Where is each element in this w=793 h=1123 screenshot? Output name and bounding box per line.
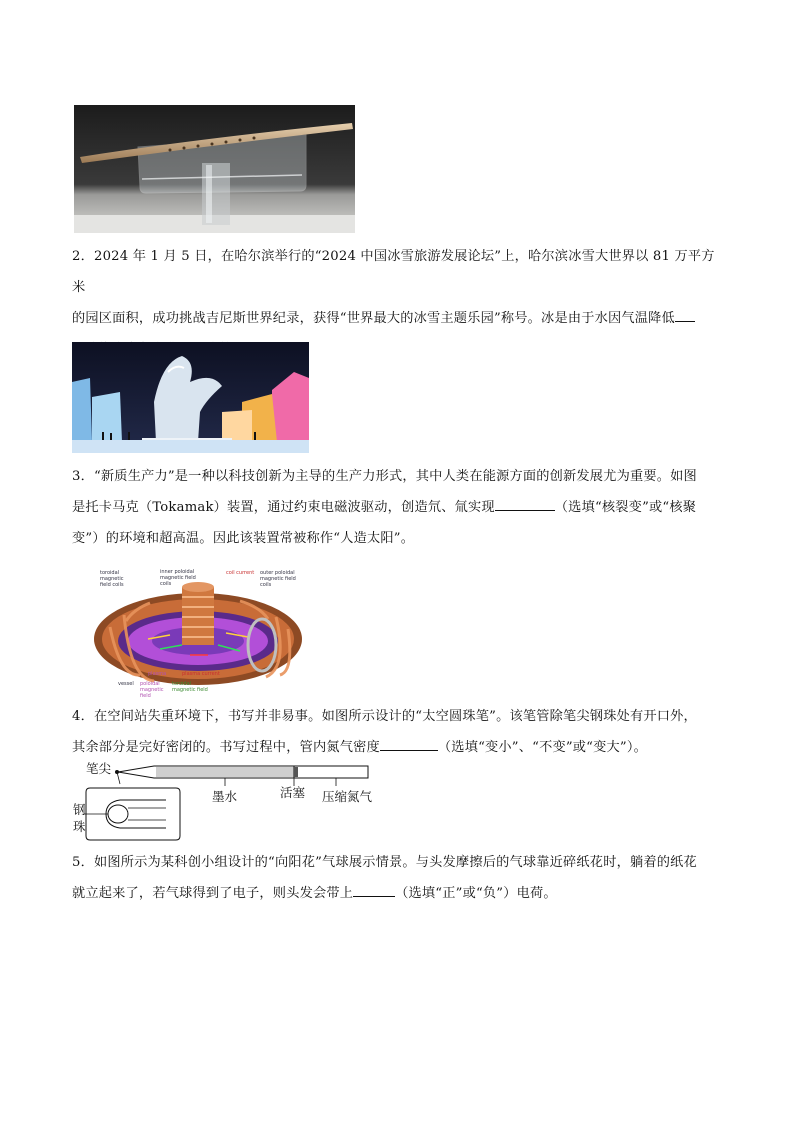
q5-answer-blank[interactable]	[353, 882, 395, 897]
q4-line-1: 4．在空间站失重环境下，书写并非易事。如图所示设计的“太空圆珠笔”。该笔管除笔尖钢珠处有开口外，	[72, 709, 697, 724]
q2-answer-blank[interactable]	[675, 307, 695, 322]
label-ink: 墨水	[212, 789, 238, 804]
q3-line-2: 是托卡马克（Tokamak）装置，通过约束电磁波驱动，创造氘、氚实现 （选填“核裂变”或“核聚	[72, 492, 722, 523]
question-4	[72, 701, 722, 763]
label-inner-poloidal: inner poloidal magnetic field coils	[160, 569, 196, 587]
q5-line-2: 就立起来了，若气球得到了电子，则头发会带上 （选填“正”或“负”）电荷。	[72, 878, 722, 909]
space-pen-diagram	[70, 760, 380, 842]
label-pen-tip: 笔尖	[86, 761, 112, 776]
question-5	[72, 847, 722, 909]
label-vessel: vessel	[118, 681, 134, 687]
q2-line-1: 2．2024 年 1 月 5 日，在哈尔滨举行的“2024 中国冰雪旅游发展论坛”上，哈尔滨冰雪大世界以 81 万平方米	[72, 249, 715, 295]
ice-sculpture-photo	[72, 342, 309, 453]
label-steel-ball-2: 珠	[73, 819, 86, 834]
label-coil-current: coil current	[226, 570, 255, 576]
question-3	[72, 461, 722, 554]
q5-line-1: 5．如图所示为某科创小组设计的“向阳花”气球展示情景。与头发摩擦后的气球靠近碎纸花时，躺着的纸花	[72, 855, 697, 870]
label-poloidal-field: poloidal magnetic field	[140, 681, 164, 699]
label-plasma-current: plasma current	[182, 671, 220, 677]
q4-answer-blank[interactable]	[380, 736, 438, 751]
label-steel-ball-1: 钢	[73, 802, 86, 817]
label-nitrogen: 压缩氮气	[322, 789, 373, 804]
label-outer-poloidal: outer poloidal magnetic field coils	[260, 570, 296, 588]
tokamak-diagram	[90, 567, 310, 699]
label-piston: 活塞	[280, 785, 306, 800]
bone-flute-photo	[74, 105, 355, 233]
q3-answer-blank[interactable]	[495, 496, 555, 511]
q4-line-2: 其余部分是完好密闭的。书写过程中，管内氮气密度 （选填“变小”、“不变”或“变大”）。	[72, 732, 722, 763]
label-toroidal-field: toroidal magnetic field	[172, 681, 208, 693]
label-plasma: plasma	[148, 671, 167, 677]
q2-line-2: 的园区面积，成功挑战吉尼斯世界纪录，获得“世界最大的冰雪主题乐园”称号。冰是由于水因气温降低	[72, 303, 722, 334]
q3-line-1: 3．“新质生产力”是一种以科技创新为主导的生产力形式，其中人类在能源方面的创新发展尤为重要。如图	[72, 469, 697, 484]
q3-line-3: 变”）的环境和超高温。因此该装置常被称作“人造太阳”。	[72, 531, 415, 546]
label-toroidal-coils: toroidal magnetic field coils	[100, 570, 124, 588]
